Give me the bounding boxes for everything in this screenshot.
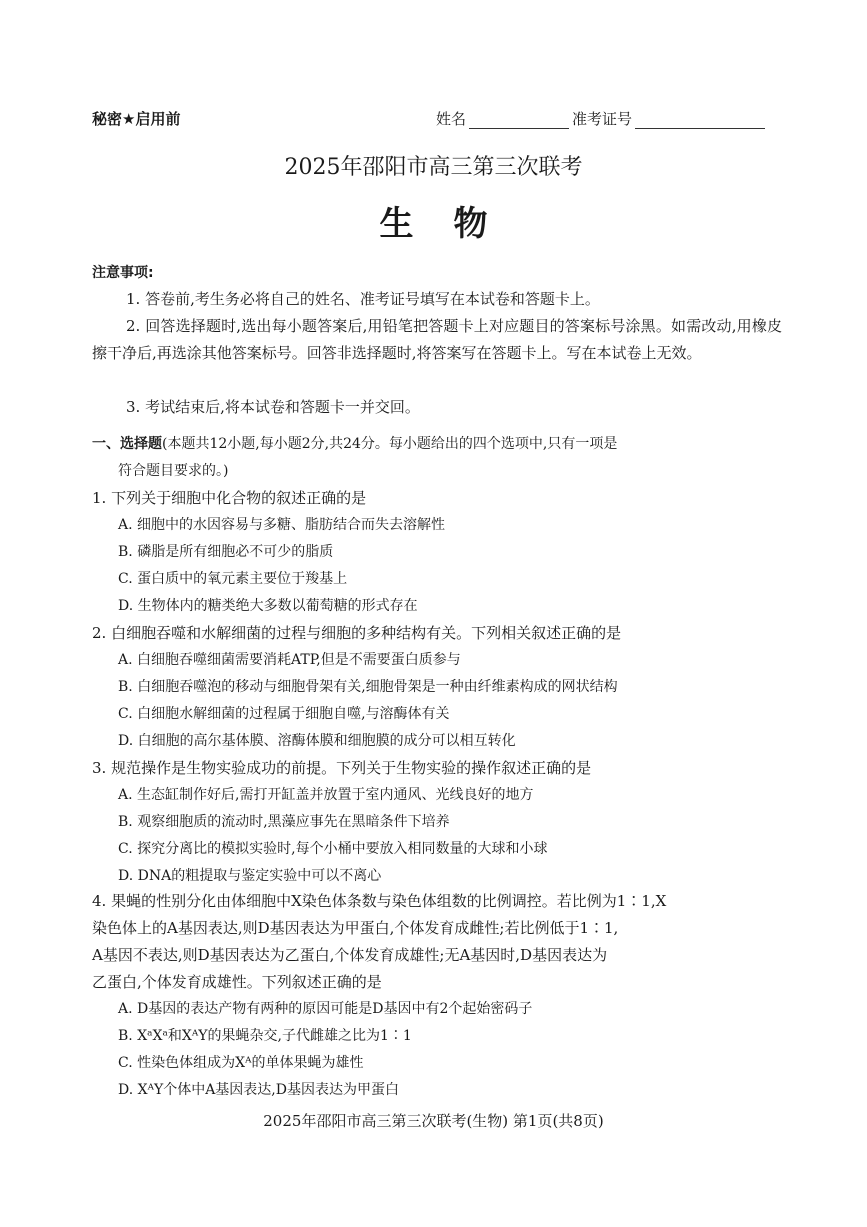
- question-4-option-a: A. D基因的表达产物有两种的原因可能是D基因中有2个起始密码子: [118, 1001, 533, 1017]
- notice-label: 注意事项:: [92, 265, 154, 281]
- notice-item-3: 3. 考试结束后,将本试卷和答题卡一并交回。: [126, 398, 420, 416]
- question-3-stem: 3. 规范操作是生物实验成功的前提。下列关于生物实验的操作叙述正确的是: [92, 759, 592, 777]
- id-label: 准考证号: [572, 110, 633, 128]
- question-4-stem-line-1: 4. 果蝇的性别分化由体细胞中X染色体条数与染色体组数的比例调控。若比例为1∶1,X: [92, 892, 667, 910]
- question-1-option-d: D. 生物体内的糖类绝大多数以葡萄糖的形式存在: [118, 598, 418, 614]
- name-blank[interactable]: [469, 112, 569, 129]
- question-2-option-a: A. 白细胞吞噬细菌需要消耗ATP,但是不需要蛋白质参与: [118, 652, 461, 668]
- question-4-option-d: D. XᴬY个体中A基因表达,D基因表达为甲蛋白: [118, 1082, 399, 1098]
- question-4-stem-line-4: 乙蛋白,个体发育成雄性。下列叙述正确的是: [92, 973, 382, 991]
- question-1-option-c: C. 蛋白质中的氧元素主要位于羧基上: [118, 571, 348, 587]
- question-3-option-b: B. 观察细胞质的流动时,黑藻应事先在黑暗条件下培养: [118, 814, 450, 830]
- question-1-option-b: B. 磷脂是所有细胞必不可少的脂质: [118, 544, 334, 560]
- question-1-option-a: A. 细胞中的水因容易与多糖、脂肪结合而失去溶解性: [118, 517, 446, 533]
- section-heading: [92, 433, 617, 453]
- subject-title: 生物: [379, 204, 528, 244]
- section-title: 一、选择题: [92, 436, 162, 452]
- section-desc-cont: 符合题目要求的。): [118, 463, 229, 479]
- question-3-option-d: D. DNA的粗提取与鉴定实验中可以不离心: [118, 868, 382, 884]
- candidate-info: [436, 108, 768, 129]
- question-4-option-b: B. XᵃXᵃ和XᴬY的果蝇杂交,子代雌雄之比为1∶1: [118, 1028, 412, 1044]
- id-blank[interactable]: [635, 112, 765, 129]
- question-3-option-c: C. 探究分离比的模拟实验时,每个小桶中要放入相同数量的大球和小球: [118, 841, 548, 857]
- question-1-stem: 1. 下列关于细胞中化合物的叙述正确的是: [92, 489, 367, 507]
- question-2-stem: 2. 白细胞吞噬和水解细菌的过程与细胞的多种结构有关。下列相关叙述正确的是: [92, 624, 622, 642]
- confidential-label: 秘密★启用前: [92, 110, 181, 128]
- name-label: 姓名: [436, 110, 467, 128]
- question-3-option-a: A. 生态缸制作好后,需打开缸盖并放置于室内通风、光线良好的地方: [118, 787, 534, 803]
- question-4-stem-line-2: 染色体上的A基因表达,则D基因表达为甲蛋白,个体发育成雌性;若比例低于1∶1,: [92, 919, 619, 937]
- question-2-option-c: C. 白细胞水解细菌的过程属于细胞自噬,与溶酶体有关: [118, 706, 450, 722]
- section-desc: (本题共12小题,每小题2分,共24分。每小题给出的四个选项中,只有一项是: [162, 436, 618, 452]
- question-4-option-c: C. 性染色体组成为Xᴬ的单体果蝇为雄性: [118, 1055, 364, 1071]
- question-2-option-b: B. 白细胞吞噬泡的移动与细胞骨架有关,细胞骨架是一种由纤维素构成的网状结构: [118, 679, 618, 695]
- question-2-option-d: D. 白细胞的高尔基体膜、溶酶体膜和细胞膜的成分可以相互转化: [118, 733, 516, 749]
- exam-title: 2025年邵阳市高三第三次联考: [284, 155, 583, 180]
- notice-item-1: 1. 答卷前,考生务必将自己的姓名、准考证号填写在本试卷和答题卡上。: [126, 290, 600, 308]
- notice-item-2: 2. 回答选择题时,选出每小题答案后,用铅笔把答题卡上对应题目的答案标号涂黑。如需改动,用橡皮擦干净后,再选涂其他答案标号。回答非选择题时,将答案写在答题卡上。写在本试卷上无效。: [92, 317, 782, 362]
- question-4-stem-line-3: A基因不表达,则D基因表达为乙蛋白,个体发育成雄性;无A基因时,D基因表达为: [92, 946, 608, 964]
- page-footer: 2025年邵阳市高三第三次联考(生物) 第1页(共8页): [263, 1112, 604, 1130]
